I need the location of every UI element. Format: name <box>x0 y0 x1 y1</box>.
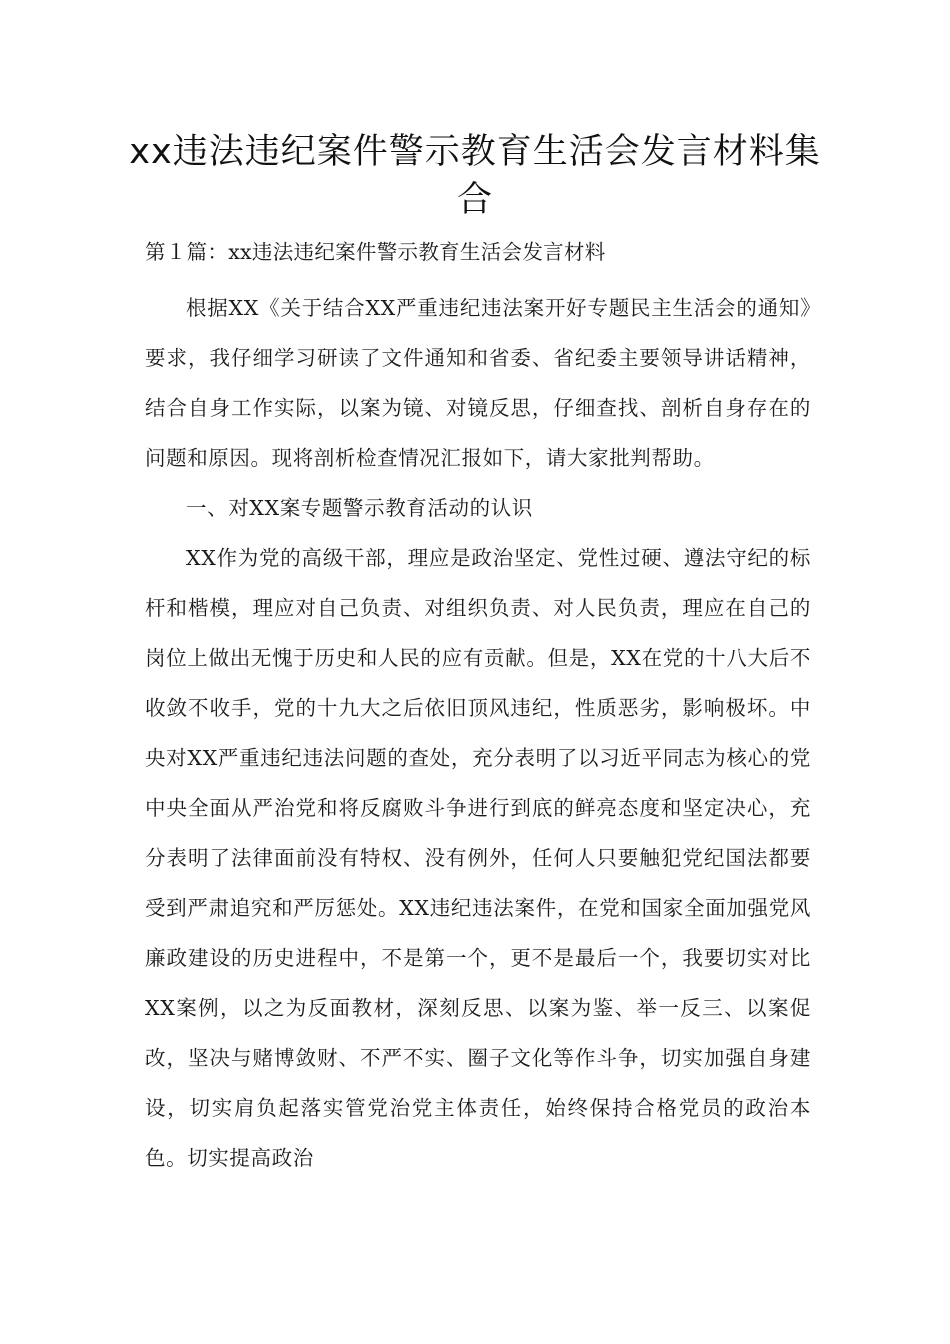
paragraph-intro: 根据XX《关于结合XX严重违纪违法案开好专题民主生活会的通知》要求，我仔细学习研读了文件通知和省委、省纪委主要领导讲话精神，结合自身工作实际，以案为镜、对镜反思，仔细查找、剖析自身存在的问题和原因。现将剖析检查情况汇报如下，请大家批判帮助。 <box>145 296 811 470</box>
document-body <box>145 283 811 1183</box>
section-heading: 一、对XX案专题警示教育活动的认识 <box>186 496 533 520</box>
document-title: xx违法违纪案件警示教育生活会发言材料集合 <box>129 132 821 220</box>
paragraph-body: XX作为党的高级干部，理应是政治坚定、党性过硬、遵法守纪的标杆和楷模，理应对自己负责、对组织负责、对人民负责，理应在自己的岗位上做出无愧于历史和人民的应有贡献。但是，XX在党的十八大后不收敛不收手，党的十九大之后依旧顶风违纪，性质恶劣，影响极坏。中央对XX严重违纪违法问题的查处，充分表明了以习近平同志为核心的党中央全面从严治党和将反腐败斗争进行到底的鲜亮态度和坚定决心，充分表明了法律面前没有特权、没有例外，任何人只要触犯党纪国法都要受到严肃追究和严厉惩处。XX违纪违法案件，在党和国家全面加强党风廉政建设的历史进程中，不是第一个，更不是最后一个，我要切实对比XX案例，以之为反面教材，深刻反思、以案为鉴、举一反三、以案促改，坚决与赌博敛财、不严不实、圈子文化等作斗争，切实加强自身建设，切实肩负起落实管党治党主体责任，始终保持合格党员的政治本色。切实提高政治 <box>145 546 811 1170</box>
section-subtitle: 第１篇：xx违法违纪案件警示教育生活会发言材料 <box>145 240 606 264</box>
